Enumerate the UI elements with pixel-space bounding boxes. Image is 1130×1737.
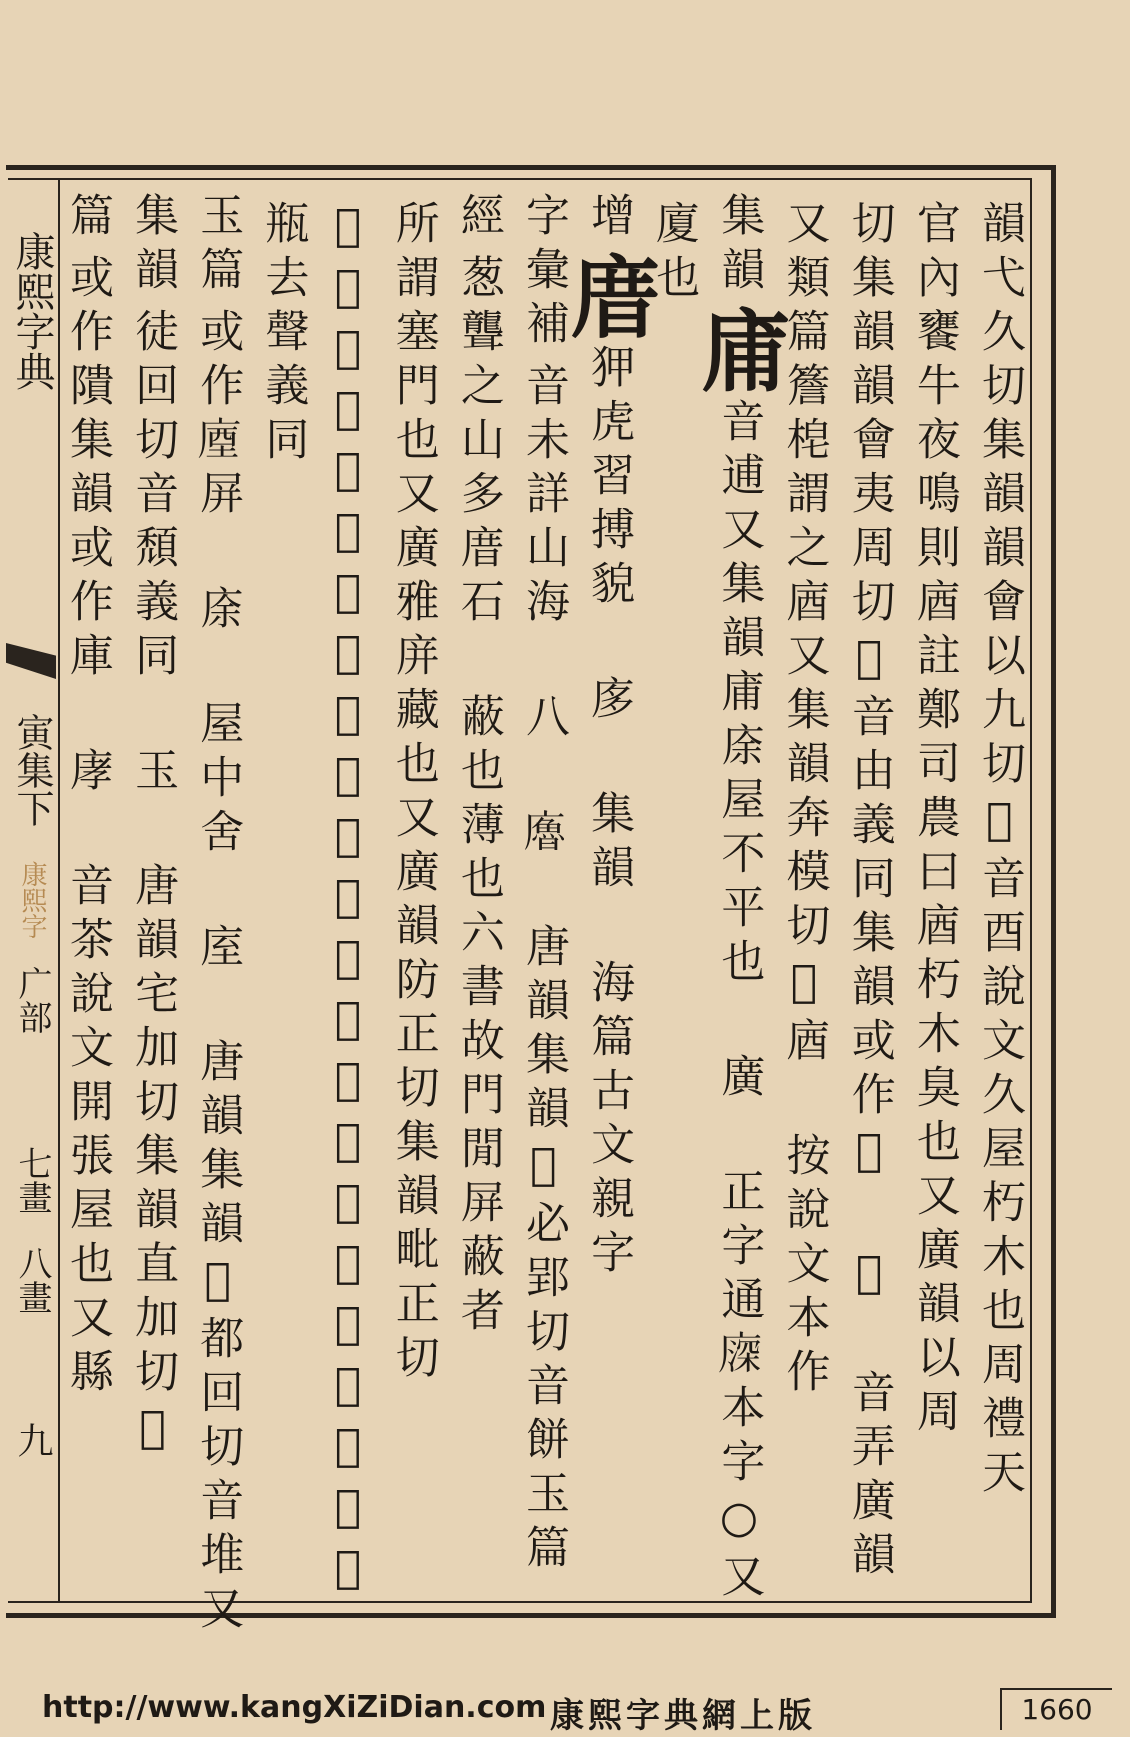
text-column <box>60 192 114 1590</box>
column-prefix: 經 <box>452 192 504 246</box>
text-column <box>685 192 792 1607</box>
strokes-label-8: 八畫 <box>12 1246 52 1314</box>
text-column <box>516 192 570 1590</box>
column-text: 𡘯音併廣韻庰隱僻也廁也又廣韻蒲徑切集韻步定切𡘯 <box>322 200 374 1603</box>
column-text: 廈也 <box>648 200 700 308</box>
margin-strip <box>6 180 60 1602</box>
column-text: 瓶去聲義同 <box>257 200 309 470</box>
text-column <box>972 192 1026 1590</box>
chinese-page-number: 九 <box>12 1422 53 1458</box>
column-text: 音未詳山海 八 𢋡 唐韻集韻𡘯必郢切音餅玉篇 <box>517 362 569 1578</box>
text-column <box>907 192 961 1590</box>
column-text: 又類篇簷梍謂之庮又集韻奔模切𡘯庮 按說文本作 <box>778 200 830 1402</box>
column-text: 所謂塞門也又廣雅庰藏也又廣韻防正切集韻毗正切 <box>387 200 439 1388</box>
text-column <box>842 192 896 1590</box>
column-prefix: 集韻 <box>713 192 765 300</box>
text-column <box>321 192 375 1603</box>
column-text: 或作隤集韻或作庫 庨 音茶說文開張屋也又縣 <box>62 254 113 1402</box>
footer-publisher: 康熙字典網上版 <box>550 1696 816 1736</box>
column-text: 切集韻韻會夷周切𡘯音由義同集韻或作𢊊 𢊍 音弄廣韻 <box>843 200 895 1585</box>
text-column <box>125 192 179 1590</box>
column-prefix: 篇 <box>62 192 113 246</box>
headword: 庯 <box>685 304 792 394</box>
text-column <box>555 192 662 1590</box>
column-text: 徒回切音頹義同 玉 唐韻宅加切集韻直加切𡘯 <box>127 308 179 1463</box>
column-text: 狎虎習搏貌 㢁 集韻 海篇古文親字 <box>583 344 635 1283</box>
fish-tail-mark <box>6 643 56 679</box>
text-column <box>190 192 244 1639</box>
text-column <box>777 192 831 1590</box>
text-column <box>255 192 309 1590</box>
strokes-label-7: 七畫 <box>12 1146 52 1214</box>
footer-url[interactable]: http://www.kangXiZiDian.com <box>42 1690 547 1725</box>
site-watermark: 康熙字 <box>17 861 47 939</box>
headword: 庴 <box>555 250 662 340</box>
column-text: 官內饔牛夜鳴則庮註鄭司農曰庮朽木臭也又廣韻以周 <box>908 200 960 1442</box>
column-text: 韻弋久切集韻韻會以九切𡘯音酉說文久屋朽木也周禮天 <box>973 200 1025 1503</box>
column-prefix: 增 <box>583 192 635 246</box>
text-column <box>451 192 505 1590</box>
column-text: 葱聾之山多庴石 蔽也薄也六書故門閒屏蔽者 <box>452 254 504 1341</box>
text-column <box>646 192 700 1590</box>
column-text: 音逋又集韻庯庩屋不平也 廣 正字通𢊖本字○又 <box>713 398 765 1607</box>
footer-page-number: 1660 <box>1000 1688 1112 1730</box>
column-prefix: 集韻 <box>127 192 179 300</box>
column-text: 或作𢉬屏 庩 屋中舍 庢 唐韻集韻𡘯都回切音堆又 <box>192 308 244 1639</box>
column-prefix: 字彙補 <box>517 192 569 354</box>
text-column <box>386 192 440 1590</box>
volume-label: 寅集下 <box>10 713 54 827</box>
radical-label: 广部 <box>12 966 52 1034</box>
book-title: 康熙字典 <box>9 231 55 391</box>
text-columns <box>60 192 1026 1639</box>
column-prefix: 玉篇 <box>192 192 244 300</box>
